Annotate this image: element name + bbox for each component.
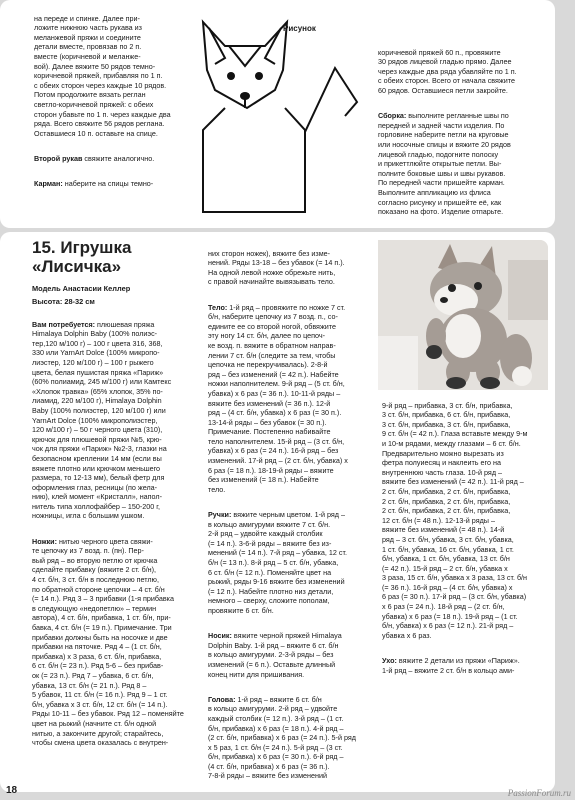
page-number: 18: [6, 785, 18, 796]
text-block: Второй рукав свяжите аналогично.: [34, 153, 155, 163]
ears-block: Ухо: вяжите 2 детали из пряжи «Париж». 1-й ряд – вяжите 2 ст. б/н в кольцо ами-: [382, 656, 520, 675]
fox-applique-figure: [195, 12, 365, 217]
text-block: Сборка: выполните регланные швы по передней и задней части изделия. По горловине наберите петли на круговые или носочные спицы и вяжите 20 рядов лицевой гладью, подогните полоску и прикеттлюйте открытые петли. Вы- полните боковые швы и швы рукавов. По передней части пришейте карман. Выполните аппликацию из флиса согласно рисунку и пришейте её, как показано на фото. Изделие отпарьте.: [378, 111, 511, 217]
legs-block: Ножки: нитью черного цвета свяжи- те цепочку из 7 возд. п. (пн). Пер- вый ряд – во вторую петлю от крючка сделайте прибавку (вяжите 2 ст. б/н), 4 ст. б/н, 3 ст. б/н в последнюю петлю, по обратной стороне цепочки – 4 ст. б/н (= 14 п.). Ряд 3 – 3 прибавки (1-я прибавка в следующую «недопетлю» – термин автора), 4 ст. б/н, прибавка, 1 ст. б/н, при- бавка, 4 ст. б/н (= 19 п.). Примечание. Три прибавки должны быть на носочке и две прибавки на пяточке. Ряд 4 – (1 ст. б/н, прибавка) х 3 раза, 6 ст. б/н, прибавка, 6 ст. б/н (= 23 п.). Ряд 5-6 – без прибав- ок (= 23 п.). Ряд 7 – убавка, 6 ст. б/н, убавка, 13 ст. б/н (= 21 п.). Ряд 8 – 5 убавок, 11 ст. б/н (= 16 п.). Ряд 9 – 1 ст. б/н, убавка х 3 ст. б/н, 12 ст. б/н (= 14 п.). Ряды 10-11 – без убавок. Ряд 12 – поменяйте цвет на рыжий (начните ст. б/н одной нитью, а закончите другой; старайтесь, чтобы смена цвета оказалась с внутрен-: [32, 536, 184, 748]
figure-label: Рисунок: [283, 24, 316, 33]
arms-block: Ручки: вяжите черным цветом. 1-й ряд – в кольцо амигуруми вяжите 7 ст. б/н. 2-й ряд – удвойте каждый столбик (= 14 п.). 3-6-й ряды – вяжите без из- менений (= 14 п.). 7-й ряд – убавка, 12 ст. б/н (= 13 п.). 8-й ряд – 5 ст. б/н, убавка, 6 ст. б/н (= 12 п.). Поменяйте цвет на рыжий, ряды 9-16 вяжите без изменений (= 12 п.). Набейте плотно низ детали, немного – сверху, сложите пополам, провяжите 6 ст. б/н.: [208, 510, 347, 615]
nose-block: Носик: вяжите черной пряжей Himalaya Dolphin Baby. 1-й ряд – вяжите 6 ст. б/н в кольцо амигуруми. 2-3-й ряды – без изменений (= 6 п.). Оставьте длинный конец нити для пришивания.: [208, 631, 342, 679]
materials-and-legs-column: [32, 310, 204, 757]
toy-height: Высота: 28-32 см: [32, 297, 95, 306]
head-and-ears-column: [382, 391, 548, 685]
model-author: Модель Анастасии Келлер: [32, 284, 131, 293]
head-block: Голова: 1-й ряд – вяжите 6 ст. б/н в кольцо амигуруми. 2-й ряд – удвойте каждый столбик (= 12 п.). 3-й ряд – (1 ст. б/н, прибавка) х 6 раз (= 18 п.). 4-й ряд – (2 ст. б/н, прибавка) х 6 раз (= 24 п.). 5-й ряд х 5 раз, 1 ст. б/н (= 24 п.). 5-й ряд – (3 ст. б/н, прибавка) х 6 раз (= 30 п.). 6-й ряд – (4 ст. б/н, прибавка) х 6 раз (= 36 п.). 7-8-й ряды – вяжите без изменений: [208, 694, 356, 781]
top-right-column: [378, 38, 546, 226]
head-continued-block: 9-й ряд – прибавка, 3 ст. б/н, прибавка, 3 ст. б/н, прибавка, 6 ст. б/н, прибавка, 3 ст. б/н, прибавка, 3 ст. б/н, прибавка, 9 ст. б/н (= 42 п.). Глаза вставьте между 9-м и 10-м рядами, между глазами – 6 ст. б/н. Предварительно можно вырезать из фетра полуиесяц и наклеить его на внутреннюю часть глаза. 10-й ряд – вяжите без изменений (= 42 п.). 11-й ряд – 2 ст. б/н, прибавка, 2 ст. б/н, прибавка, 2 ст. б/н, прибавка, 2 ст. б/н, прибавка, 2 ст. б/н, прибавка, 2 ст. б/н, прибавка, 12 ст. б/н (= 48 п.). 12-13-й ряды – вяжите без изменений (= 48 п.). 14-й ряд – 3 ст. б/н, убавка, 3 ст. б/н, убавка, 1 ст. б/н, убавка, 16 ст. б/н, убавка, 1 ст. б/н, убавка, 1 ст. б/н, убавка, 13 ст. б/н (= 42 п.). 15-й ряд – 2 ст. б/н, убавка х 3 раза, 15 ст. б/н, убавка х 3 раза, 13 ст. б/н (= 36 п.). 16-й ряд – (4 ст. б/н, убавка) х 6 раз (= 30 п.). 17-й ряд – (3 ст. б/н, убавка) х 6 раз (= 24 п.). 18-й ряд – (2 ст. б/н, убавка) х 6 раз (= 18 п.). 19-й ряд – (1 ст. б/н, убавка) х 6 раз (= 12 п.). 21-й ряд – убавка х 6 раз.: [382, 400, 528, 640]
materials-block: Вам потребуется: плюшевая пряжа Himalaya Dolphin Baby (100% полиэс- тер,120 м/100 г) – 100 г цвета 316, 368, 330 или YarnArt Dolce (100% микропо- лиэстер, 120 м/100 г) – 100 г рыжего цвета, белая пушистая пряжа «Париж» (60% полиамид, 245 м/100 г) или Камтекс «Хлопок травка» (65% хлопок, 35% по- лиамид, 220 м/100 г), Himalaya Dolphin Baby (100% полиэстер, 120 м/100 г) или YarnArt Dolce (100% микрополиэстер, 120 м/100 г) – 50 г черного цвета (310), крючок для плюшевой пряжи №5, крю- чок для пряжи «Париж» №2-3, глазки на безопасном креплении 14 мм (если вы вяжете плотно или крючком меньшего размера, то 12-13 мм), белый фетр для оформления глаз, ресницы (по жела- нию), клей момент «Кристалл», напол- нитель типа холлофайбер – 150-200 г, ножницы, игла с большим ушком.: [32, 319, 172, 521]
text-block: Карман: наберите на спицы темно-: [34, 179, 154, 189]
legs-continued-block: них сторон ножек), вяжите без изме- нений. Ряды 13-18 – без убавок (= 14 п.). На одной левой ножке обрежьте нить, с правой начинайте вывязывать тело.: [208, 248, 345, 287]
pattern-title: [32, 238, 131, 276]
pattern-title-line2: «Лисичка»: [32, 257, 122, 276]
fox-toy-photo: [378, 240, 548, 390]
text-block: на переде и спинке. Далее при- ложите нижнюю часть рукава из меланжевой пряжи и соедините детали вместе, провязав по 2 п. вместе (коричневой и меланже- вой). Далее вяжите 50 рядов темно- коричневой пряжей, прибавляя по 1 п. с обеих сторон через каждые 10 рядов. Потом продолжите вязать реглан светло-коричневой пряжей: с обеих сторон убавьте по 1 п. через каждые два ряда. Всего свяжите 56 рядов реглана. Оставшиеся 10 п. оставьте на спице.: [34, 13, 171, 138]
body-arms-nose-head-column: [208, 239, 374, 791]
fox-toy-image: [378, 240, 548, 390]
pattern-title-line1: 15. Игрушка: [32, 238, 132, 257]
fox-outline-drawing: [195, 12, 365, 217]
body-block: Тело: 1-й ряд – провяжите по ножке 7 ст. б/н, наберите цепочку из 7 возд. п., со- едините ее со второй ногой, обвяжите эту ногу 14 ст. б/н, далее по цепоч- ке возд. п. вяжите в обратном направ- лении 7 ст. б/н (следите за тем, чтобы цепочка не перекручивалась). 2-8-й ряд – без изменений (= 42 п.). Набейте ножки наполнителем. 9-й ряд – (5 ст. б/н, убавка) х 6 раз (= 36 п.). 10-11-й ряды – вяжите без изменений (= 36 п.). 12-й ряд – (4 ст. б/н, убавка) х 6 раз (= 30 п.). 13-14-й ряды – без убавок (= 30 п.). Примечание. Постепенно набивайте тело наполнителем. 15-й ряд – (3 ст. б/н, убавка) х 6 раз (= 24 п.). 16-й ряд – без изменений. 17-й ряд – (2 ст. б/н, убавка) х 6 раз (= 18 п.). 18-19-й ряды – вяжите без изменений (= 18 п.). Набейте тело.: [208, 302, 348, 494]
text-block: коричневой пряжей 60 п., провяжите 30 рядов лицевой гладью прямо. Далее через каждые два ряда убавляйте по 1 п. с обеих сторон. Всего от начала свяжите 60 рядов. Оставшиеся петли закройте.: [378, 47, 517, 95]
top-left-column: [34, 4, 192, 198]
site-watermark: PassionForum.ru: [507, 788, 571, 798]
